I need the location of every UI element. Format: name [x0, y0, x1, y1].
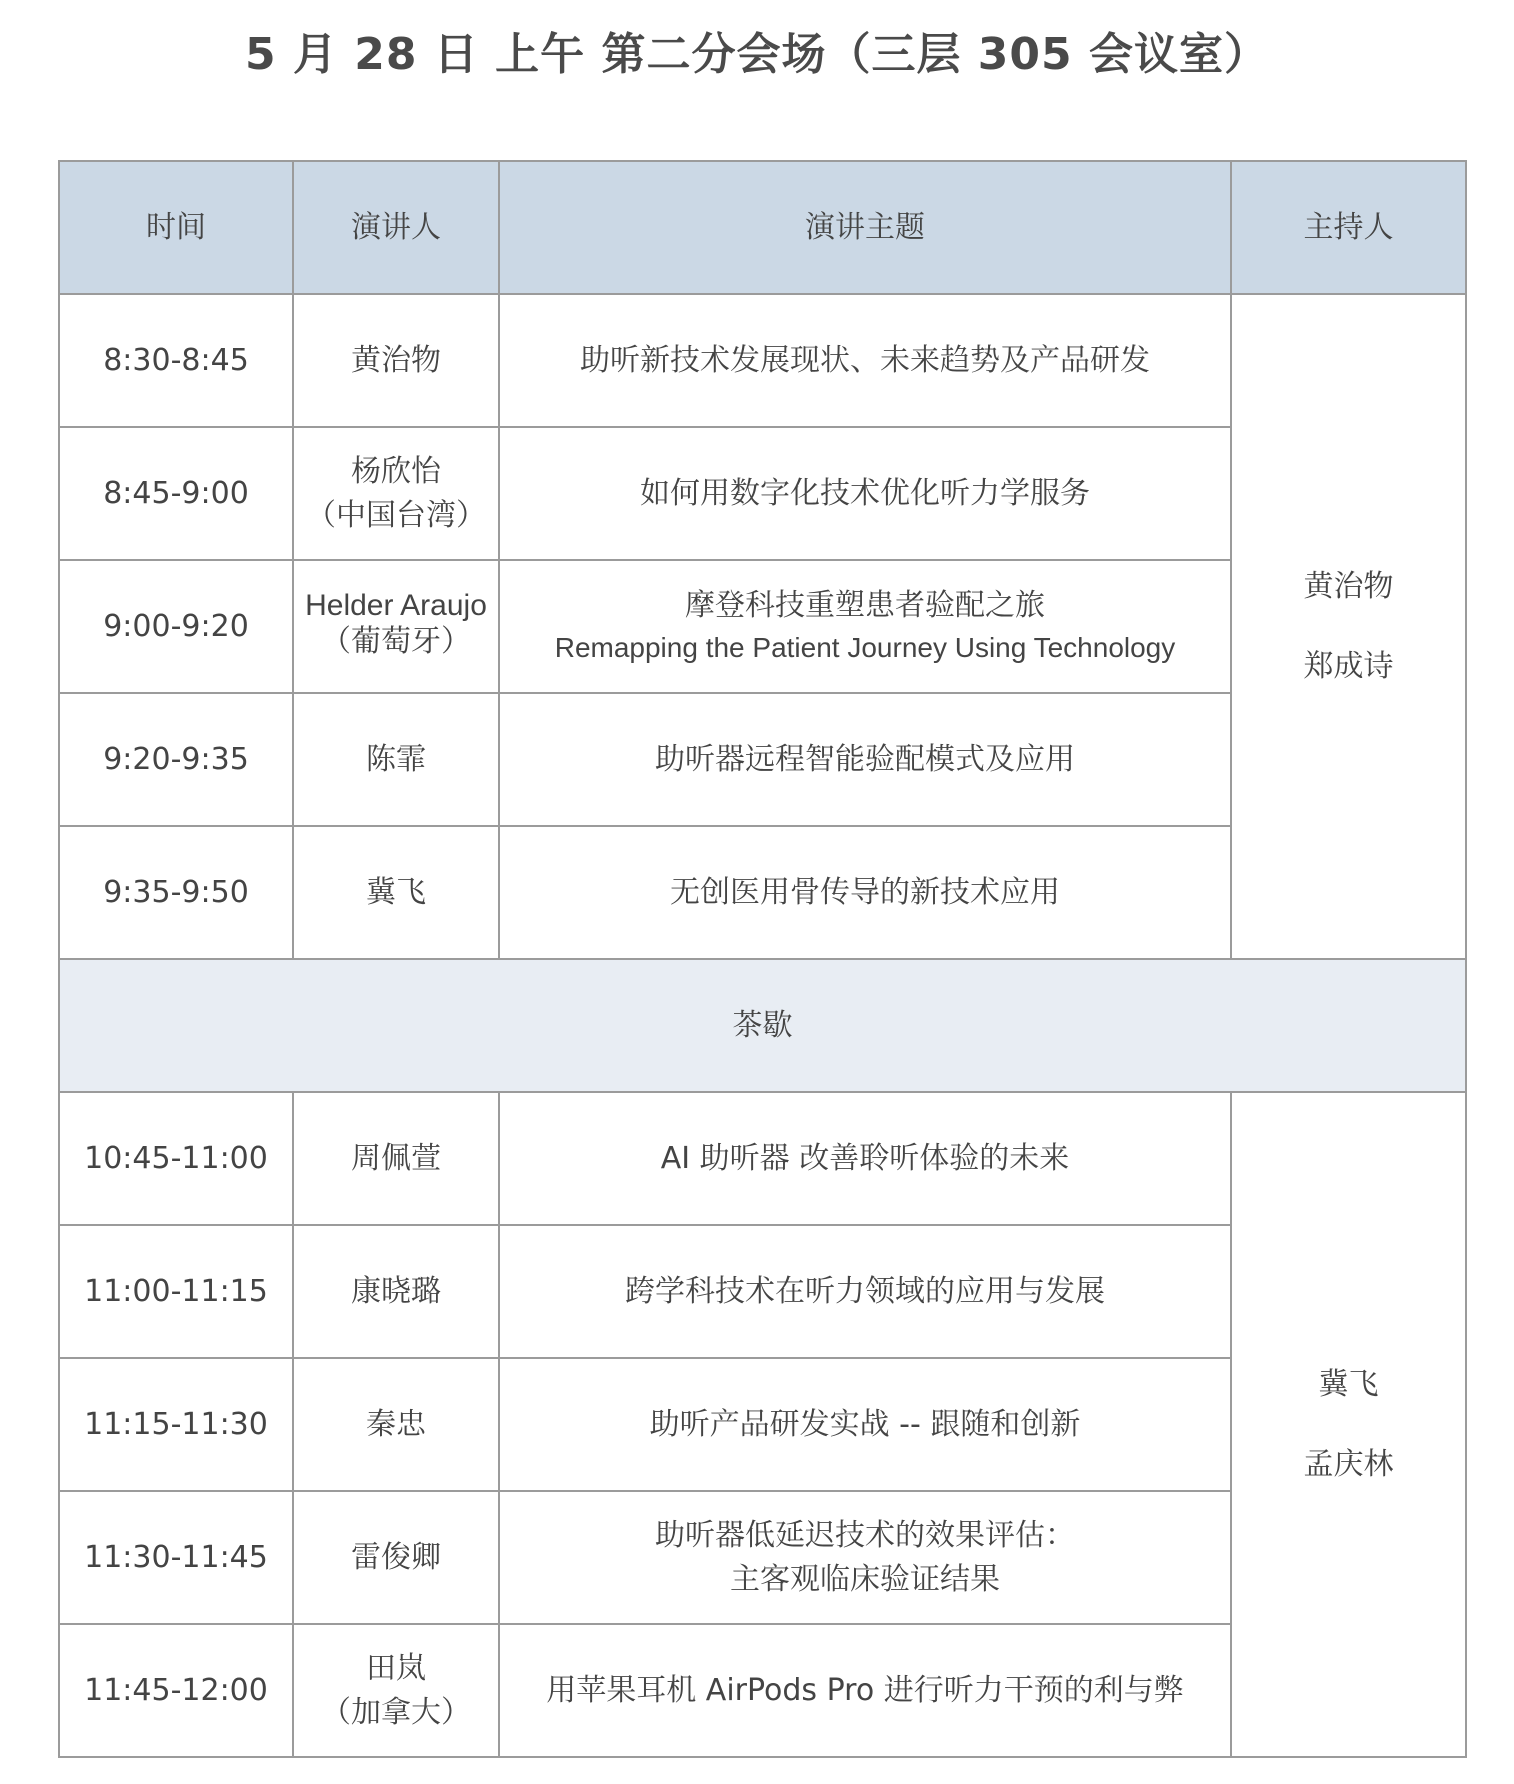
session-topic [499, 1092, 1231, 1225]
session-topic [499, 560, 1231, 693]
session-topic [499, 294, 1231, 427]
speaker-name: 周佩萱 [351, 1140, 441, 1176]
session-row [59, 294, 1466, 427]
speaker-name: 陈霏 [366, 741, 426, 777]
session-speaker [293, 693, 499, 826]
session-time: 9:20-9:35 [59, 693, 293, 826]
session-time: 11:45-12:00 [59, 1624, 293, 1757]
speaker-name: 黄治物 [351, 342, 441, 378]
speaker-name: 秦忠 [366, 1406, 426, 1442]
topic-text: 无创医用骨传导的新技术应用 [670, 874, 1060, 910]
session-time: 8:45-9:00 [59, 427, 293, 560]
session-topic [499, 1225, 1231, 1358]
speaker-name: Helder Araujo [305, 588, 487, 622]
session-speaker [293, 427, 499, 560]
session-time: 11:15-11:30 [59, 1358, 293, 1491]
header-speaker: 演讲人 [293, 161, 499, 294]
session-topic [499, 1491, 1231, 1624]
header-row [59, 161, 1466, 294]
speaker-region: （加拿大） [321, 1694, 471, 1730]
header-host: 主持人 [1231, 161, 1466, 294]
session-time: 10:45-11:00 [59, 1092, 293, 1225]
topic-text: 助听产品研发实战 -- 跟随和创新 [649, 1406, 1081, 1442]
session-topic [499, 427, 1231, 560]
topic-text: 用苹果耳机 AirPods Pro 进行听力干预的利与弊 [546, 1672, 1184, 1708]
session-speaker [293, 1225, 499, 1358]
page-title: 5 月 28 日 上午 第二分会场（三层 305 会议室） [245, 29, 1269, 80]
header-topic: 演讲主题 [499, 161, 1231, 294]
topic-text: 助听新技术发展现状、未来趋势及产品研发 [580, 342, 1150, 378]
session-time: 9:35-9:50 [59, 826, 293, 959]
session-speaker [293, 560, 499, 693]
session-topic [499, 1358, 1231, 1491]
session-topic [499, 826, 1231, 959]
speaker-name: 杨欣怡 [351, 454, 441, 489]
moderator-name: 冀飞 [1318, 1366, 1379, 1402]
moderator-name: 郑成诗 [1303, 648, 1394, 684]
moderators-block-1 [1231, 294, 1466, 959]
speaker-region: （葡萄牙） [321, 624, 471, 660]
session-speaker [293, 1624, 499, 1757]
topic-text: AI 助听器 改善聆听体验的未来 [660, 1140, 1070, 1176]
session-row [59, 1092, 1466, 1225]
session-speaker [293, 294, 499, 427]
session-time: 9:00-9:20 [59, 560, 293, 693]
speaker-name: 田岚 [366, 1651, 426, 1686]
session-speaker [293, 1491, 499, 1624]
speaker-name: 康晓璐 [351, 1273, 441, 1309]
speaker-name: 冀飞 [366, 874, 426, 910]
header-time: 时间 [59, 161, 293, 294]
topic-subtitle: Remapping the Patient Journey Using Technology [554, 631, 1176, 663]
topic-text: 跨学科技术在听力领域的应用与发展 [625, 1273, 1105, 1309]
speaker-name: 雷俊卿 [351, 1539, 441, 1575]
session-speaker [293, 826, 499, 959]
topic-text: 助听器低延迟技术的效果评估： [655, 1518, 1075, 1553]
moderator-name: 黄治物 [1303, 568, 1394, 604]
topic-subtitle: 主客观临床验证结果 [730, 1561, 1000, 1597]
topic-text: 助听器远程智能验配模式及应用 [655, 741, 1075, 777]
topic-text: 摩登科技重塑患者验配之旅 [685, 588, 1045, 624]
schedule-table [58, 160, 1467, 1758]
session-speaker [293, 1358, 499, 1491]
session-time: 8:30-8:45 [59, 294, 293, 427]
break-row [59, 959, 1466, 1092]
session-speaker [293, 1092, 499, 1225]
session-time: 11:00-11:15 [59, 1225, 293, 1358]
moderator-name: 孟庆林 [1303, 1446, 1394, 1482]
session-topic [499, 693, 1231, 826]
topic-text: 如何用数字化技术优化听力学服务 [640, 475, 1090, 511]
speaker-region: （中国台湾） [306, 497, 486, 533]
moderators-block-2 [1231, 1092, 1466, 1757]
session-topic [499, 1624, 1231, 1757]
session-time: 11:30-11:45 [59, 1491, 293, 1624]
break-label: 茶歇 [59, 959, 1466, 1092]
